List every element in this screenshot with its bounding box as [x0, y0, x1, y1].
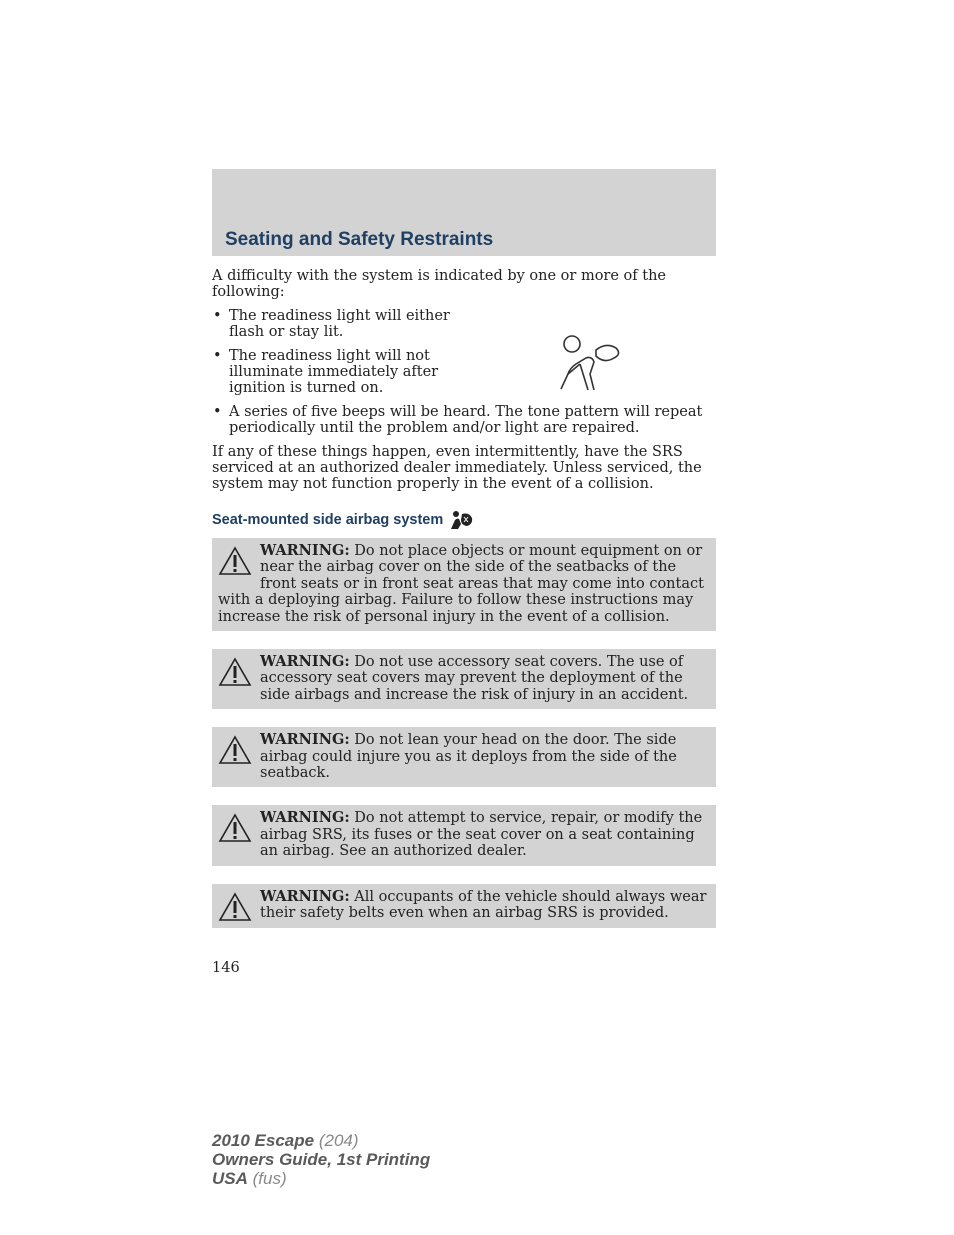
footer-region-code: (fus) [252, 1169, 287, 1188]
list-item: • The readiness light will either flash or stay lit. [212, 308, 454, 341]
warning-label: WARNING: [260, 652, 350, 670]
warning-text: Do not lean your head on the door. The side airbag could injure you as it deploys from the side of the seatback. [260, 732, 677, 781]
warning-label: WARNING: [260, 887, 350, 905]
warning-text: Do not attempt to service, repair, or modify the airbag SRS, its fuses or the seat cover on a seat containing an airbag. See an authorized dealer. [260, 810, 703, 860]
warning-box [212, 538, 716, 631]
section-header-band [212, 169, 716, 256]
footer-region: USA [212, 1169, 248, 1188]
warning-label: WARNING: [260, 541, 350, 559]
warning-triangle-icon [218, 546, 252, 576]
warning-box [212, 805, 716, 865]
warning-text: Do not use accessory seat covers. The use of accessory seat covers may prevent the deployment of the side airbags and increase the risk of injury in an accident. [260, 653, 689, 703]
footer-guide: Owners Guide, 1st Printing [212, 1150, 431, 1169]
footer-line-3 [212, 1169, 430, 1188]
list-item: • A series of five beeps will be heard. The tone pattern will repeat periodically until the problem and/or light are repaired. [212, 404, 716, 437]
side-airbag-icon [449, 510, 473, 530]
warning-text: All occupants of the vehicle should always wear their safety belts even when an airbag SRS is provided. [260, 888, 707, 921]
warning-box [212, 649, 716, 709]
footer-model-code: (204) [318, 1131, 359, 1150]
intro-text: A difficulty with the system is indicated by one or more of the following: [212, 268, 666, 301]
page-content [212, 268, 716, 946]
subheading [212, 510, 716, 530]
service-paragraph: If any of these things happen, even intermittently, have the SRS serviced at an authorized dealer immediately. Unless serviced, the system may not function properly in the event of a collision. [212, 443, 702, 493]
footer-model: 2010 Escape [212, 1131, 315, 1150]
footer-line-2 [212, 1150, 430, 1169]
warning-triangle-icon [218, 657, 252, 687]
warning-triangle-icon [218, 813, 252, 843]
footer-line-1 [212, 1131, 430, 1150]
symptom-list [212, 308, 716, 437]
list-item: • The readiness light will not illuminate immediately after ignition is turned on. [212, 348, 454, 397]
warning-triangle-icon [218, 735, 252, 765]
subheading-text: Seat-mounted side airbag system [212, 511, 444, 528]
page-number: 146 [212, 960, 240, 976]
warning-box [212, 727, 716, 787]
warning-text: Do not place objects or mount equipment on or near the airbag cover on the side of the seatbacks of the front seats or in front seat areas that may come into contact with a deploying airbag. Failure to follow these instructions may increase the risk of personal injury in the event of a collision. [218, 542, 704, 625]
warning-label: WARNING: [260, 731, 350, 749]
bullet-block [212, 308, 716, 437]
section-title: Seating and Safety Restraints [225, 229, 494, 250]
airbag-readiness-icon [556, 334, 626, 394]
warning-triangle-icon [218, 892, 252, 922]
warning-box [212, 884, 716, 928]
footer [212, 1131, 430, 1188]
warning-label: WARNING: [260, 809, 350, 827]
